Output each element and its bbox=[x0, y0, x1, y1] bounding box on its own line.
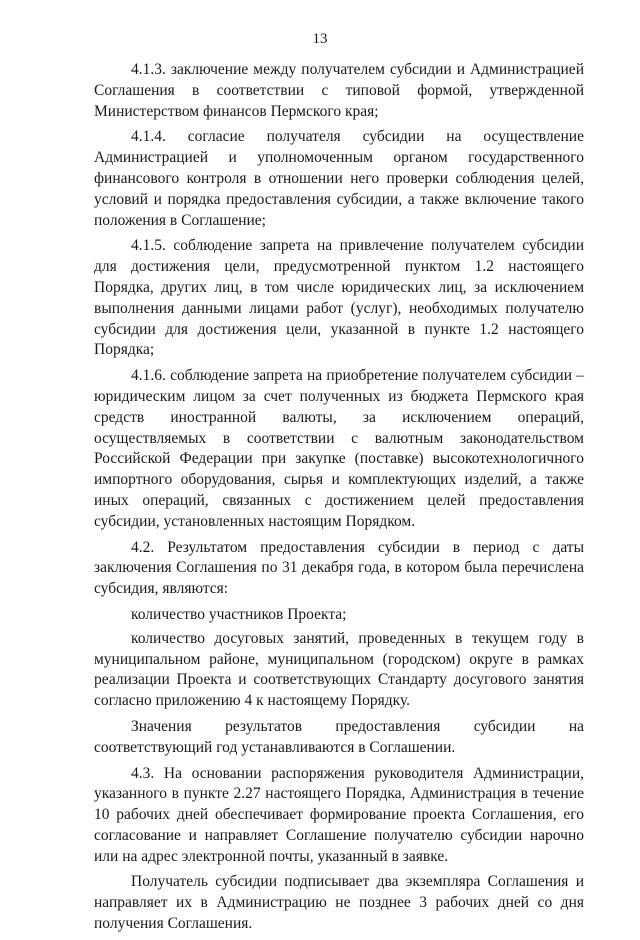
page-number: 13 bbox=[312, 31, 328, 47]
result-item-participants: количество участников Проекта; bbox=[131, 605, 347, 623]
clause-4-1-4: 4.1.4. согласие получателя субсидии на осуществление Администрацией и уполномоченным органом государственного финансового контроля в отношении него проверки соблюдения целей, условий и порядка предоставления субсидии, а также включение такого положения в Соглашение; bbox=[94, 128, 584, 229]
document-body bbox=[94, 60, 584, 940]
result-values-note: Значения результатов предоставления субсидии на соответствующий год устанавливаются в Соглашении. bbox=[94, 717, 584, 756]
result-item-activities: количество досуговых занятий, проведенных в текущем году в муниципальном районе, муниципальном (городском) округе в рамках реализации Проекта и соответствующих Стандарту досугового занятия согласно приложению 4 к настоящему Порядку. bbox=[94, 629, 584, 710]
clause-4-3: 4.3. На основании распоряжения руководителя Администрации, указанного в пункте 2.27 настоящего Порядка, Администрация в течение 10 рабочих дней обеспечивает формирование проекта Соглашения, его согласование и направляет Соглашение получателю субсидии нарочно или на адрес электронной почты, указанный в заявке. bbox=[94, 764, 584, 865]
clause-4-1-6: 4.1.6. соблюдение запрета на приобретение получателем субсидии – юридическим лицом за счет полученных из бюджета Пермского края средств иностранной валюты, за исключением операций, осуществляемых в соответствии с валютным законодательством Российской Федерации при закупке (поставке) высокотехнологичного импортного оборудования, сырья и комплектующих изделий, а также иных операций, связанных с достижением целей предоставления субсидии, установленных настоящим Порядком. bbox=[94, 367, 584, 530]
signing-paragraph: Получатель субсидии подписывает два экземпляра Соглашения и направляет их в Администрацию не позднее 3 рабочих дней со дня получения Соглашения. bbox=[94, 873, 584, 933]
clause-4-1-3: 4.1.3. заключение между получателем субсидии и Администрацией Соглашения в соответствии с типовой формой, утвержденной Министерством финансов Пермского края; bbox=[94, 61, 584, 120]
clause-4-1-5: 4.1.5. соблюдение запрета на привлечение получателем субсидии для достижения цели, предусмотренной пунктом 1.2 настоящего Порядка, других лиц, в том числе юридических лиц, за исключением выполнения данными лицами работ (услуг), необходимых получателю субсидии для достижения цели, указанной в пункте 1.2 настоящего Порядка; bbox=[94, 237, 584, 359]
clause-4-2: 4.2. Результатом предоставления субсидии в период с даты заключения Соглашения по 31 декабря года, в котором была перечислена субсидия, являются: bbox=[94, 538, 584, 598]
